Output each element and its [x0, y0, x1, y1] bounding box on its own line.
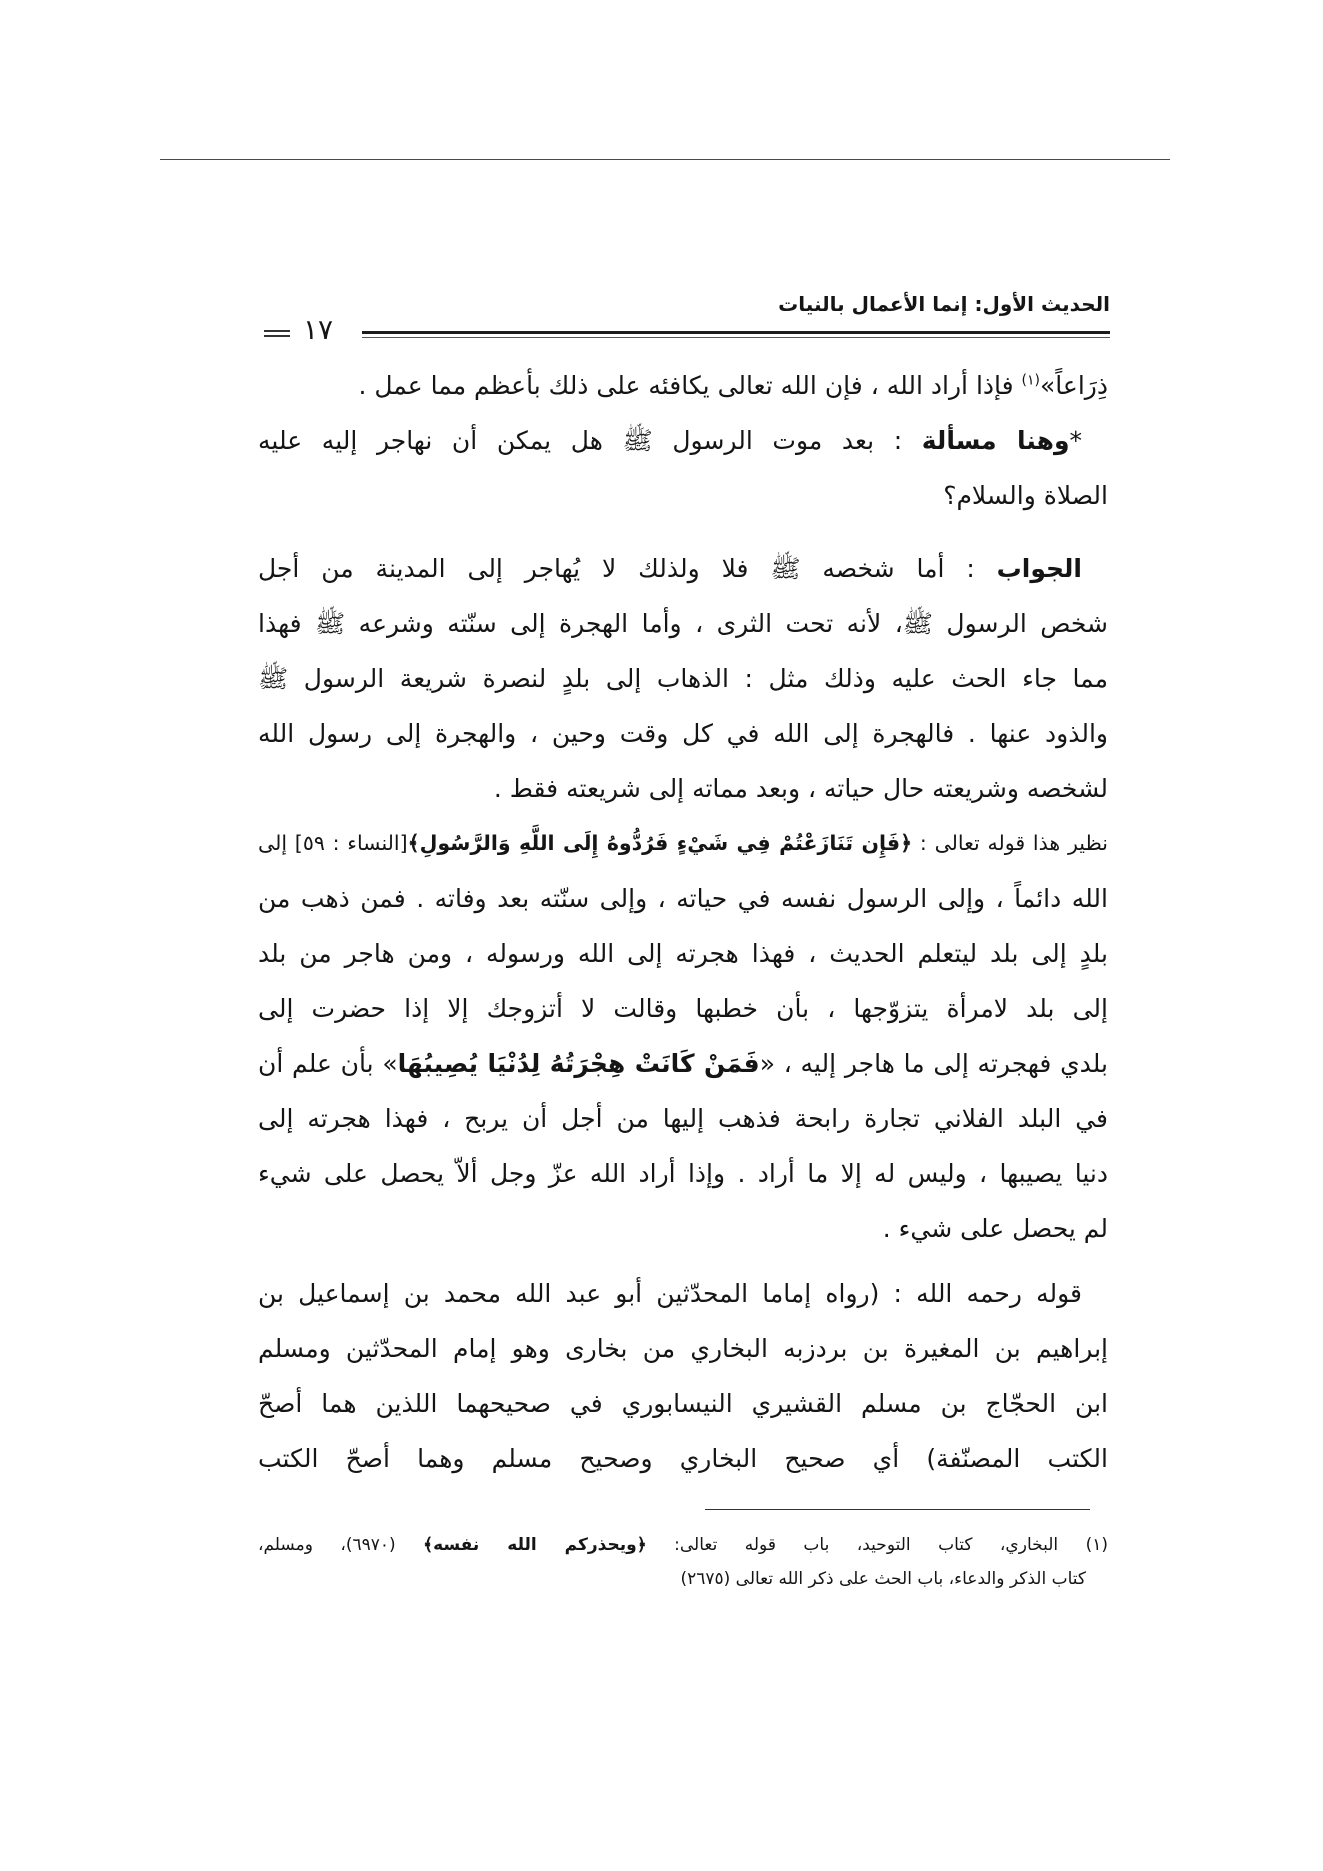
- body-line-5: شخص الرسول ﷺ، لأنه تحت الثرى ، وأما الهجرة إلى سنّته وشرعه ﷺ فهذا: [258, 609, 1108, 638]
- verse-citation: [النساء : ٥٩] إلى: [258, 831, 408, 855]
- hadith-quote: فَمَنْ كَانَتْ هِجْرَتُهُ لِدُنْيَا يُصِيبُهَا: [397, 1049, 760, 1078]
- footnote-1-continuation: كتاب الذكر والدعاء، باب الحث على ذكر الله تعالى (٢٦٧٥): [680, 1569, 1086, 1589]
- body-line-8: لشخصه وشريعته حال حياته ، وبعد مماته إلى شريعته فقط .: [493, 774, 1108, 803]
- body-line-3: الصلاة والسلام؟: [943, 481, 1108, 510]
- footnote-separator: [705, 1509, 1090, 1510]
- body-line-17: قوله رحمه الله : (رواه إماما المحدّثين أبو عبد الله محمد بن إسماعيل بن: [258, 1279, 1082, 1308]
- footnote-ref-marker: (١): [1021, 372, 1041, 389]
- line-text: نظير هذا قوله تعالى :: [912, 831, 1108, 855]
- footnote-text: (٦٩٧٠)، ومسلم،: [258, 1535, 424, 1555]
- answer-label: الجواب: [996, 554, 1082, 583]
- line-text: ذِرَاعاً»: [1040, 371, 1108, 400]
- body-line-7: والذود عنها . فالهجرة إلى الله في كل وقت وحين ، والهجرة إلى رسول الله: [258, 719, 1108, 748]
- body-line-16: لم يحصل على شيء .: [882, 1214, 1108, 1243]
- body-line-19: ابن الحجّاج بن مسلم القشيري النيسابوري في صحيحهما اللذين هما أصحّ: [258, 1389, 1108, 1418]
- body-line-12: إلى بلد لامرأة يتزوّجها ، بأن خطبها وقالت لا أتزوجك إلا إذا حضرت إلى: [258, 994, 1108, 1023]
- page-number: ١٧: [302, 313, 334, 346]
- header-rule-end-mark: [264, 330, 290, 337]
- body-line-13: [258, 1036, 1108, 1091]
- footnote-number: (١): [1085, 1535, 1108, 1555]
- body-line-11: بلدٍ إلى بلد ليتعلم الحديث ، فهذا هجرته إلى الله ورسوله ، ومن هاجر من بلد: [258, 939, 1108, 968]
- body-line-14: في البلد الفلاني تجارة رابحة فذهب إليها من أجل أن يربح ، فهذا هجرته إلى: [258, 1104, 1108, 1133]
- body-line-4: [258, 541, 1108, 596]
- body-line-1: [258, 358, 1108, 413]
- body-text: [258, 358, 1108, 1486]
- line-text: : أما شخصه ﷺ فلا ولذلك لا يُهاجر إلى المدينة من أجل: [258, 554, 997, 583]
- footnote-text: البخاري، كتاب التوحيد، باب قوله تعالى:: [646, 1535, 1086, 1555]
- body-line-6: مما جاء الحث عليه وذلك مثل : الذهاب إلى بلدٍ لنصرة شريعة الرسول ﷺ: [258, 664, 1108, 693]
- chapter-title: الحديث الأول: إنما الأعمال بالنيات: [778, 292, 1110, 316]
- line-text: : بعد موت الرسول ﷺ هل يمكن أن نهاجر إليه عليه: [258, 426, 922, 455]
- quran-verse: ﴿فَإِن تَنَازَعْتُمْ فِي شَيْءٍ فَرُدُّوهُ إِلَى اللَّهِ وَالرَّسُولِ﴾: [407, 831, 913, 855]
- line-text: بلدي فهجرته إلى ما هاجر إليه ، «: [759, 1049, 1108, 1078]
- footnote-1: [258, 1528, 1108, 1562]
- line-text: » بأن علم أن: [258, 1049, 398, 1078]
- line-text: فإذا أراد الله ، فإن الله تعالى يكافئه على ذلك بأعظم مما عمل .: [358, 371, 1022, 400]
- body-line-2: [258, 413, 1108, 468]
- question-label: وهنا مسألة: [921, 426, 1070, 455]
- body-line-9: [258, 816, 1108, 871]
- body-line-15: دنيا يصيبها ، وليس له إلا ما أراد . وإذا أراد الله عزّ وجل ألاّ يحصل على شيء: [258, 1159, 1108, 1188]
- body-line-18: إبراهيم بن المغيرة بن بردزبه البخاري من بخارى وهو إمام المحدّثين ومسلم: [258, 1334, 1108, 1363]
- body-line-10: الله دائماً ، وإلى الرسول نفسه في حياته ، وإلى سنّته بعد وفاته . فمن ذهب من: [258, 884, 1108, 913]
- star-marker: *: [1069, 426, 1082, 455]
- scan-top-rule: [160, 159, 1170, 160]
- header-rule: [362, 331, 1110, 338]
- footnote-verse: ﴿ويحذركم الله نفسه﴾: [423, 1535, 647, 1555]
- body-line-20: الكتب المصنّفة) أي صحيح البخاري وصحيح مسلم وهما أصحّ الكتب: [258, 1444, 1108, 1473]
- footnotes: [258, 1528, 1108, 1596]
